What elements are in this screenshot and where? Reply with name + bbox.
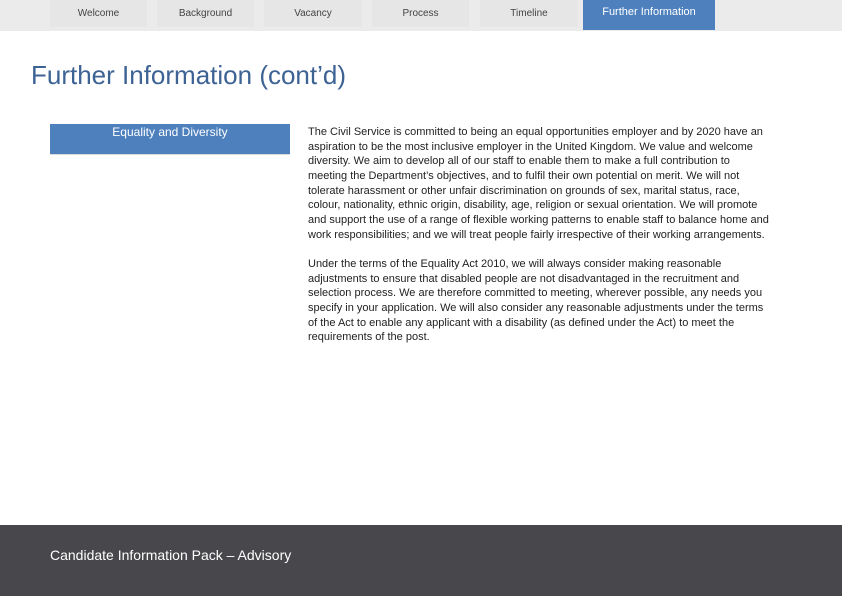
footer-text: Candidate Information Pack – Advisory <box>50 547 292 563</box>
top-navigation <box>0 0 842 31</box>
tab-further-information[interactable]: Further Information <box>583 0 715 30</box>
section-body <box>308 125 772 359</box>
page-title: Further Information (cont’d) <box>31 60 347 90</box>
footer <box>0 525 842 596</box>
section-heading: Equality and Diversity <box>50 124 290 154</box>
tab-background[interactable]: Background <box>157 0 254 27</box>
tab-vacancy[interactable]: Vacancy <box>264 0 362 27</box>
tab-welcome[interactable]: Welcome <box>50 0 147 27</box>
tab-timeline[interactable]: Timeline <box>480 0 578 27</box>
section-divider <box>50 154 290 155</box>
paragraph-equal-opportunities: The Civil Service is committed to being an equal opportunities employer and by 2020 have an aspiration to be the most inclusive employer in the United Kingdom. We value and welcome diversity. We aim to develop all of our staff to enable them to make a full contribution to meeting the Department’s objectives, and to fulfil their own potential on merit. We will not tolerate harassment or other unfair discrimination on grounds of sex, marital status, race, colour, nationality, ethnic origin, disability, age, religion or sexual orientation. We will promote and support the use of a range of flexible working patterns to enable staff to balance home and work responsibilities; and we will treat people fairly irrespective of their working arrangements. <box>308 126 769 241</box>
paragraph-equality-act: Under the terms of the Equality Act 2010, we will always consider making reasonable adjustments to ensure that disabled people are not disadvantaged in the recruitment and selection process. We are therefore committed to meeting, wherever possible, any needs you specify in your application. We will also consider any reasonable adjustments under the terms of the Act to enable any applicant with a disability (as defined under the Act) to meet the requirements of the post. <box>308 257 764 344</box>
tab-process[interactable]: Process <box>372 0 469 27</box>
